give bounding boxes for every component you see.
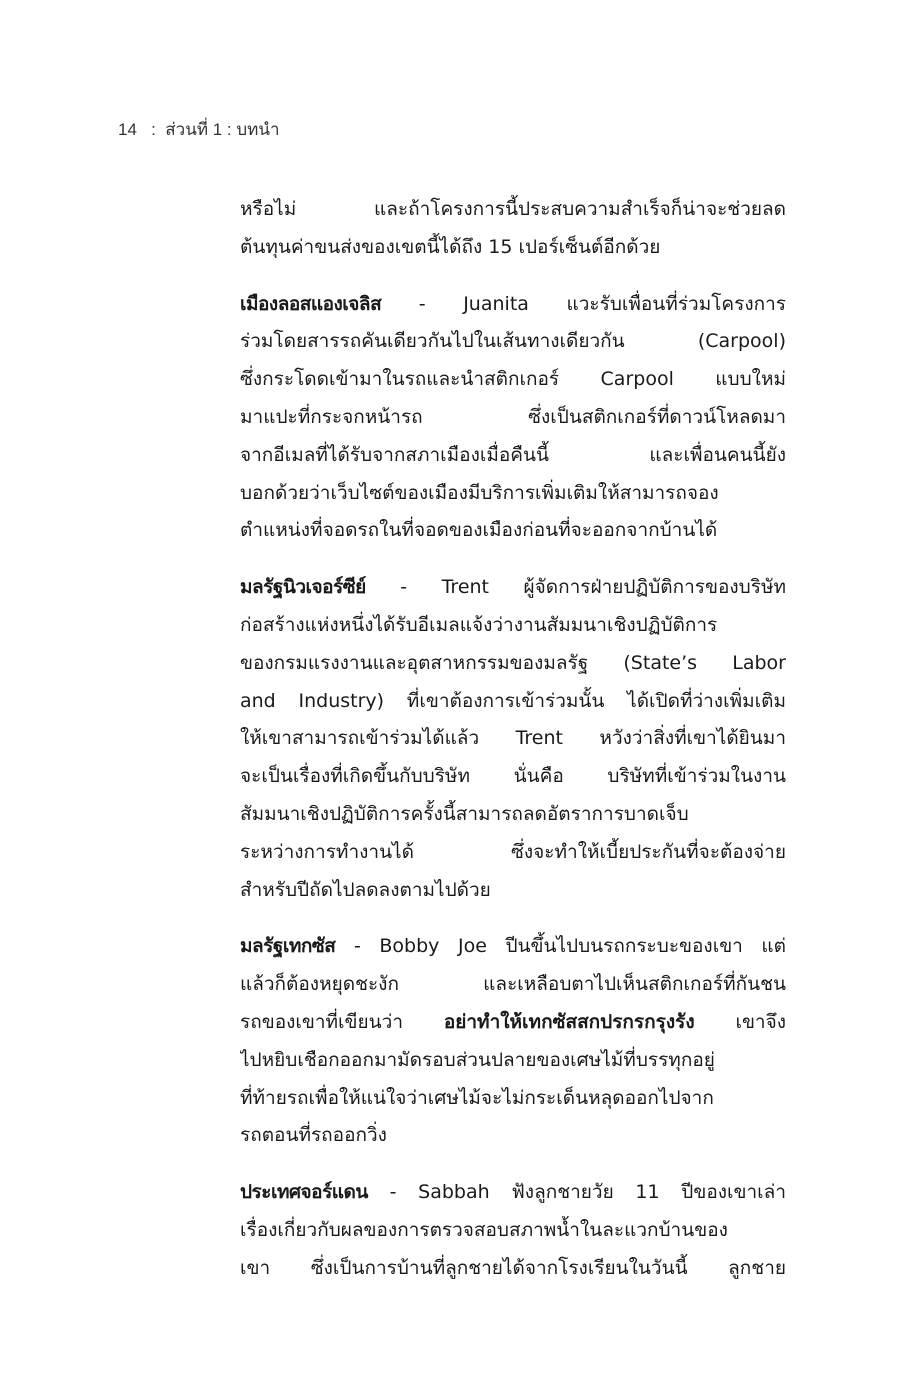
paragraph-new-jersey — [240, 569, 786, 909]
text-span: เขาจึง — [735, 1010, 786, 1033]
text-line: มาแปะที่กระจกหน้ารถ ซึ่งเป็นสติกเกอร์ที่ดาวน์โหลดมา — [240, 405, 786, 428]
text-span: - Trent ผู้จัดการฝ่ายปฏิบัติการของบริษัท — [400, 576, 786, 599]
text-span: - Juanita แวะรับเพื่อนที่ร่วมโครงการ — [418, 292, 786, 315]
body-text — [240, 191, 786, 1307]
paragraph-heading: ประเทศจอร์แดน — [240, 1181, 368, 1204]
text-line — [240, 928, 786, 966]
text-line: ต้นทุนค่าขนส่งของเขตนี้ได้ถึง 15 เปอร์เซ็นต์อีกด้วย — [240, 235, 661, 258]
paragraph-continuation — [240, 191, 786, 267]
text-line: ไปหยิบเชือกออกมามัดรอบส่วนปลายของเศษไม้ที่บรรทุกอยู่ — [240, 1048, 715, 1071]
bumper-sticker-slogan: อย่าทำให้เทกซัสสกปรกรกรุงรัง — [443, 1010, 695, 1033]
paragraph-heading: มลรัฐนิวเจอร์ซีย์ — [240, 576, 366, 599]
running-head-separator: : — [151, 120, 156, 139]
text-line — [240, 569, 786, 607]
text-line: ระหว่างการทำงานได้ ซึ่งจะทำให้เบี้ยประกันที่จะต้องจ่าย — [240, 840, 786, 863]
paragraph-los-angeles — [240, 286, 786, 551]
text-line: and Industry) ที่เขาต้องการเข้าร่วมนั้น ได้เปิดที่ว่างเพิ่มเติม — [240, 689, 786, 712]
text-line — [240, 1174, 786, 1212]
text-line — [240, 286, 786, 324]
page-number: 14 — [118, 120, 137, 139]
text-span: รถของเขาที่เขียนว่า — [240, 1010, 404, 1033]
text-line: จากอีเมลที่ได้รับจากสภาเมืองเมื่อคืนนี้ และเพื่อนคนนี้ยัง — [240, 443, 786, 466]
text-span: - Sabbah ฟังลูกชายวัย 11 ปีของเขาเล่า — [389, 1181, 786, 1204]
text-line: เขา ซึ่งเป็นการบ้านที่ลูกชายได้จากโรงเรียนในวันนี้ ลูกชาย — [240, 1256, 786, 1279]
text-line: ตำแหน่งที่จอดรถในที่จอดของเมืองก่อนที่จะออกจากบ้านได้ — [240, 519, 718, 542]
text-line: บอกด้วยว่าเว็บไซต์ของเมืองมีบริการเพิ่มเติมให้สามารถจอง — [240, 481, 719, 504]
text-line: หรือไม่ และถ้าโครงการนี้ประสบความสำเร็จก็น่าจะช่วยลด — [240, 198, 786, 220]
text-line: จะเป็นเรื่องที่เกิดขึ้นกับบริษัท นั่นคือ บริษัทที่เข้าร่วมในงาน — [240, 765, 786, 788]
text-line: ก่อสร้างแห่งหนึ่งได้รับอีเมลแจ้งว่างานสัมมนาเชิงปฏิบัติการ — [240, 613, 718, 636]
text-line: ที่ท้ายรถเพื่อให้แน่ใจว่าเศษไม้จะไม่กระเด็นหลุดออกไปจาก — [240, 1086, 714, 1109]
paragraph-heading: มลรัฐเทกซัส — [240, 935, 336, 958]
text-line: ร่วมโดยสารรถคันเดียวกันไปในเส้นทางเดียวกัน (Carpool) — [240, 330, 786, 353]
text-line: เรื่องเกี่ยวกับผลของการตรวจสอบสภาพน้ำในละแวกบ้านของ — [240, 1218, 728, 1241]
text-line — [240, 1004, 786, 1042]
text-line: ซึ่งกระโดดเข้ามาในรถและนำสติกเกอร์ Carpool แบบใหม่ — [240, 368, 786, 391]
text-line: แล้วก็ต้องหยุดชะงัก และเหลือบตาไปเห็นสติกเกอร์ที่กันชน — [240, 973, 786, 996]
text-line: สำหรับปีถัดไปลดลงตามไปด้วย — [240, 878, 491, 901]
paragraph-heading: เมืองลอสแองเจลิส — [240, 292, 382, 315]
text-line: สัมมนาเชิงปฏิบัติการครั้งนี้สามารถลดอัตราการบาดเจ็บ — [240, 802, 689, 825]
paragraph-texas — [240, 928, 786, 1155]
text-line: รถตอนที่รถออกวิ่ง — [240, 1124, 387, 1147]
text-line: ของกรมแรงงานและอุตสาหกรรมของมลรัฐ (State’s Labor — [240, 651, 786, 674]
running-head — [118, 116, 280, 143]
section-title: ส่วนที่ 1 : บทนำ — [165, 120, 280, 139]
text-line: ให้เขาสามารถเข้าร่วมได้แล้ว Trent หวังว่าสิ่งที่เขาได้ยินมา — [240, 727, 786, 750]
paragraph-jordan — [240, 1174, 786, 1287]
text-span: - Bobby Joe ปีนขึ้นไปบนรถกระบะของเขา แต่ — [353, 935, 786, 958]
